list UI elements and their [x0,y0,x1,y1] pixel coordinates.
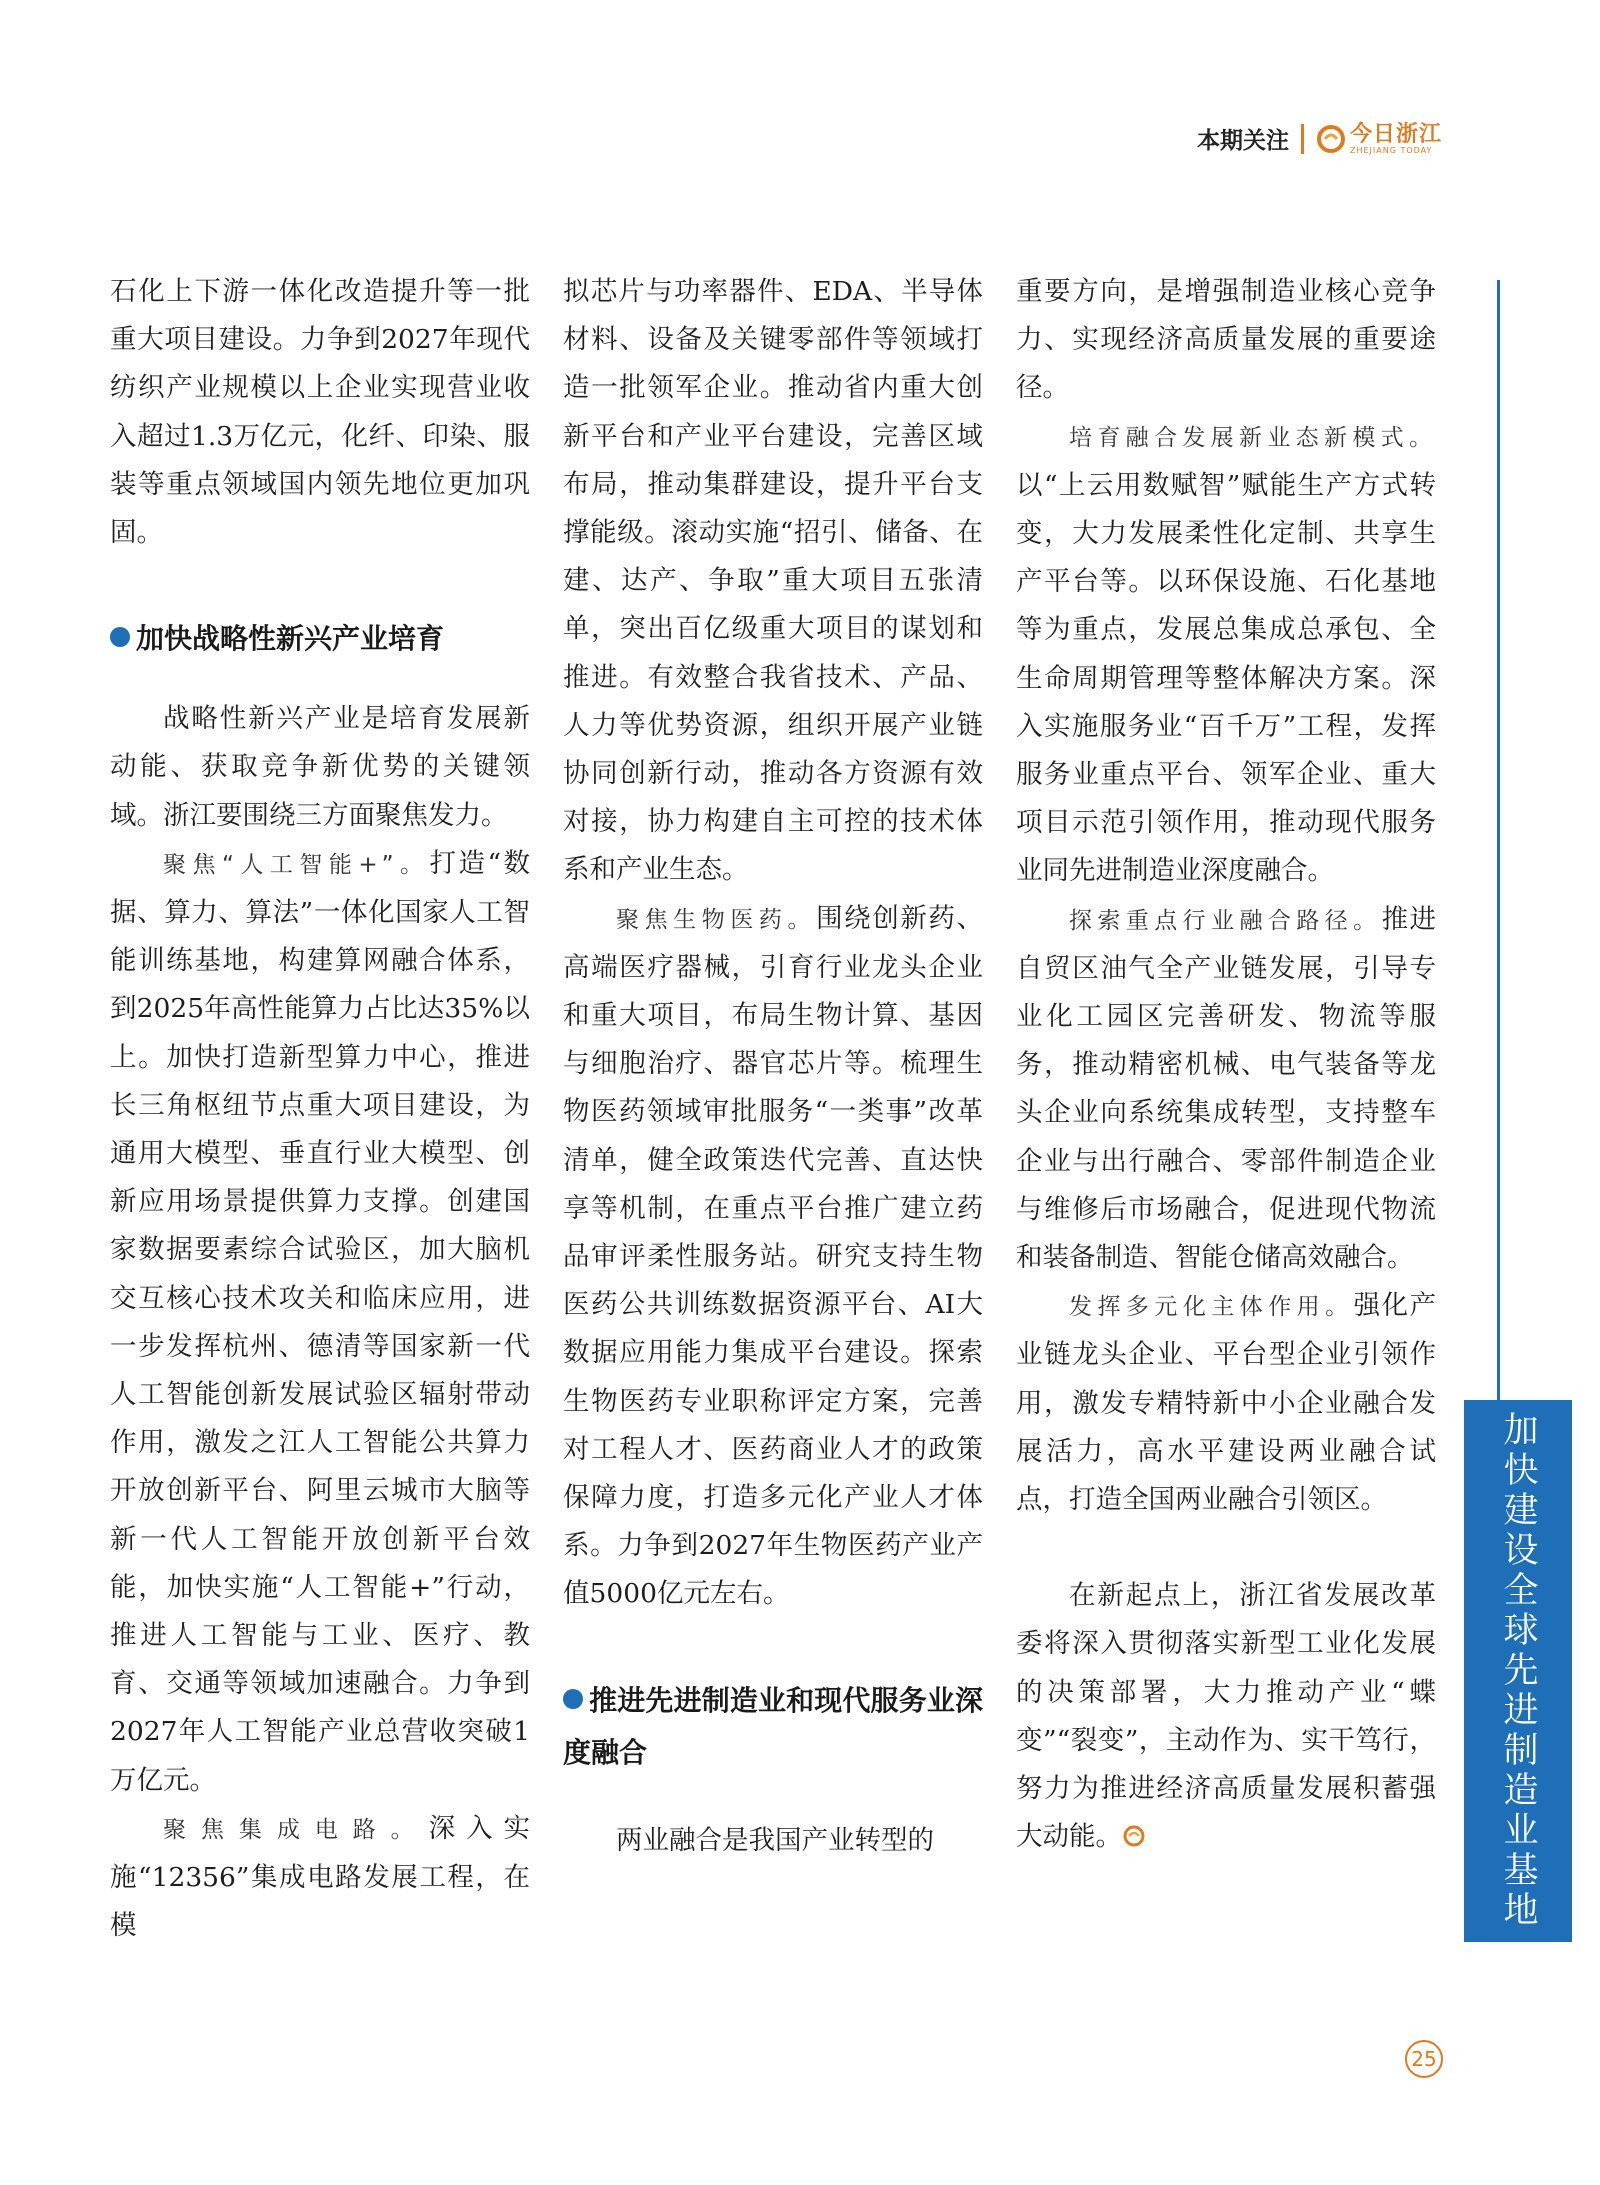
column-2 [563,268,983,1865]
page-header [1197,122,1442,155]
logo-english-text: ZHEJIANG TODAY [1349,145,1433,155]
lead-phrase: 聚焦“人工智能+”。 [163,851,430,878]
paragraph: 在新起点上，浙江省发展改革委将深入贯彻落实新型工业化发展的决策部署，大力推动产业“蝶变”“裂变”，主动作为、实干笃行，努力为推进经济高质量发展积蓄强大动能。 [1016,1580,1436,1853]
column-3 [1016,268,1436,1862]
logo-chinese-text: 今日浙江 [1349,120,1442,147]
bullet-dot-icon [563,1689,583,1709]
vertical-rule [1497,280,1500,1400]
paragraph: 战略性新兴产业是培育发展新动能、获取竞争新优势的关键领域。浙江要围绕三方面聚焦发力。 [110,703,530,831]
lead-phrase: 发挥多元化主体作用。 [1069,1294,1354,1321]
section-label: 本期关注 [1196,128,1289,154]
lead-phrase: 培育融合发展新业态新模式。 [1069,424,1436,451]
paragraph: 发挥多元化主体作用。强化产业链龙头企业、平台型企业引领作用，激发专精特新中小企业融合发展活力，高水平建设两业融合试点，打造全国两业融合引领区。 [1016,1290,1437,1516]
lead-phrase: 聚焦生物医药。 [616,906,817,933]
lead-phrase: 探索重点行业融合路径。 [1069,907,1382,934]
zhejiang-today-logo-icon [1316,124,1346,154]
paragraph: 培育融合发展新业态新模式。以“上云用数赋智”赋能生产方式转变，大力发展柔性化定制、共享生产平台等。以环保设施、石化基地等为重点，发展总集成总承包、全生命周期管理等整体解决方案。深入实施服务业“百千万”工程，发挥服务业重点平台、领军企业、重大项目示范引领作用，推动现代服务业同先进制造业深度融合。 [1016,424,1436,887]
bullet-dot-icon [110,627,130,647]
paragraph: 聚焦“人工智能+”。打造“数据、算力、算法”一体化国家人工智能训练基地，构建算网融合体系，到2025年高性能算力占比达35%以上。加快打造新型算力中心，推进长三角枢纽节点重大项目建设，为通用大模型、垂直行业大模型、创新应用场景提供算力支撑。创建国家数据要素综合试验区，加大脑机交互核心技术攻关和临床应用，进一步发挥杭州、德清等国家新一代人工智能创新发展试验区辐射带动作用，激发之江人工智能公共算力开放创新平台、阿里云城市大脑等新一代人工智能开放创新平台效能，加快实施“人工智能+”行动，推进人工智能与工业、医疗、教育、交通等领域加速融合。力争到2027年人工智能产业总营收突破1万亿元。 [110,847,530,1796]
paragraph: 聚焦生物医药。围绕创新药、高端医疗器械，引育行业龙头企业和重大项目，布局生物计算、基因与细胞治疗、器官芯片等。梳理生物医药领域审批服务“一类事”改革清单，健全政策迭代完善、直达快享等机制，在重点平台推广建立药品审评柔性服务站。研究支持生物医药公共训练数据资源平台、AI大数据应用能力集成平台建设。探索生物医药专业职称评定方案，完善对工程人才、医药商业人才的政策保障力度，打造多元化产业人才体系。力争到2027年生物医药产业产值5000亿元左右。 [563,902,984,1610]
side-banner-text: 加快建设全球先进制造业基地 [1498,1411,1538,1931]
magazine-logo [1316,120,1442,155]
section-heading: 推进先进制造业和现代服务业深度融合 [563,1683,983,1769]
paragraph: 聚焦集成电路。深入实施“12356”集成电路发展工程，在模 [110,1812,531,1942]
paragraph: 探索重点行业融合路径。推进自贸区油气全产业链发展，引导专业化工园区完善研发、物流等服务，推动精密机械、电气装备等龙头企业向系统集成转型，支持整车企业与出行融合、零部件制造企业与维修后市场融合，促进现代物流和装备制造、智能仓储高效融合。 [1016,903,1437,1274]
section-heading: 加快战略性新兴产业培育 [110,613,530,665]
column-1 [110,268,530,1951]
header-divider [1301,124,1304,154]
side-banner [1464,1400,1572,1942]
page-number: 25 [1405,2040,1443,2078]
paragraph: 拟芯片与功率器件、EDA、半导体材料、设备及关键零部件等领域打造一批领军企业。推动省内重大创新平台和产业平台建设，完善区域布局，推动集群建设，提升平台支撑能级。滚动实施“招引、储备、在建、达产、争取”重大项目五张清单，突出百亿级重大项目的谋划和推进。有效整合我省技术、产品、人力等优势资源，组织开展产业链协同创新行动，推动各方资源有效对接，协力构建自主可控的技术体系和产业生态。 [563,276,983,886]
paragraph: 重要方向，是增强制造业核心竞争力、实现经济高质量发展的重要途径。 [1016,276,1436,404]
paragraph: 两业融合是我国产业转型的 [616,1824,934,1856]
lead-phrase: 聚焦集成电路。 [163,1816,429,1843]
end-mark-icon [1122,1824,1146,1848]
paragraph: 石化上下游一体化改造提升等一批重大项目建设。力争到2027年现代纺织产业规模以上企业实现营业收入超过1.3万亿元，化纤、印染、服装等重点领域国内领先地位更加巩固。 [110,276,530,549]
